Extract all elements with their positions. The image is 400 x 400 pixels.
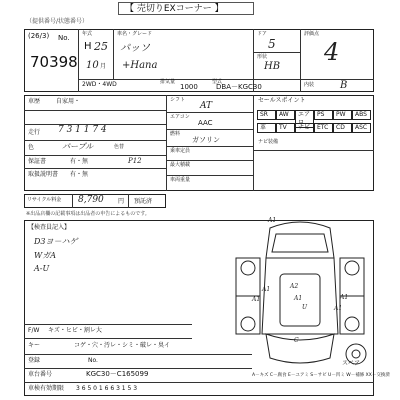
notice: ※出品店欄の記載事項は出品者の申告によるものです。	[26, 211, 150, 217]
note-line-3: A-U	[34, 264, 50, 273]
option-4: PW	[333, 110, 352, 120]
recycle-label: リサイクル料金	[27, 197, 62, 203]
month-unit: 月	[100, 63, 107, 70]
warranty: 有・無	[70, 158, 89, 165]
model-code: DBA－KGC30	[216, 83, 262, 91]
color-code: P12	[128, 157, 142, 165]
inspect: 3 6 5 0 1 6 6 3 1 5 3	[76, 385, 138, 392]
navi-label: ナビ装備	[258, 139, 279, 145]
model: パッソ	[120, 43, 150, 54]
mark-3: A1	[252, 296, 261, 303]
mark-4: A1	[340, 294, 349, 301]
bottom-reg-label: 登録	[28, 357, 41, 364]
recycle-amount: 8,790	[78, 195, 104, 205]
load-label: 最大積載	[170, 162, 191, 168]
vin-label: 車台番号	[28, 371, 53, 378]
grade: +Hana	[122, 60, 158, 71]
model-code-label: 型式	[212, 79, 223, 85]
legend: A－キズ C－腐食 E－ユアミ S－サビ U－凹ミ W－補修 XX－交換済	[252, 373, 390, 378]
lot-number: 70398	[30, 53, 78, 71]
fw-value: キズ・ヒビ・割レ大	[48, 327, 102, 334]
drive: 2WD・4WD	[82, 81, 117, 88]
option-7: TV	[276, 123, 295, 133]
manual-label: 取扱説明書	[28, 171, 59, 178]
mark-2: A1	[262, 286, 271, 293]
vin: KGC30－C165099	[86, 370, 149, 378]
option-1: AW	[276, 110, 295, 120]
shift-label: シフト	[170, 97, 186, 103]
subtitle: （提供番号/状態番号）	[26, 18, 89, 25]
fuel-label: 燃料	[170, 131, 181, 137]
fw-label: F/W	[28, 327, 40, 334]
interior: B	[340, 80, 348, 91]
banner	[118, 2, 254, 15]
mark-a2: A2	[290, 283, 299, 290]
note-line-1: D3ヨ－ハゲ	[34, 237, 78, 246]
option-5: ABS	[352, 110, 371, 120]
color-label: 色	[28, 144, 35, 151]
mark-u: U	[302, 304, 308, 311]
year: 25	[94, 40, 108, 53]
displacement: 1000	[180, 83, 198, 91]
option-3: PS	[314, 110, 333, 120]
name-label: 車名・グレード	[117, 31, 153, 37]
capacity-label: 乗車定員	[170, 148, 191, 154]
manual: 有・無	[70, 171, 89, 178]
wt-label: 車両重量	[170, 177, 191, 183]
option-6: 革	[257, 123, 276, 133]
venue: (26/3)	[28, 32, 50, 40]
warranty-label: 保証書	[28, 158, 47, 165]
cc-label: 排気量	[160, 79, 176, 85]
body-type: HB	[264, 61, 281, 72]
option-0: SR	[257, 110, 276, 120]
color-code-label: 色替	[114, 144, 125, 150]
mark-5: A1	[334, 305, 343, 312]
sales-title: セールスポイント	[258, 97, 306, 104]
ac: AAC	[198, 119, 213, 127]
year-label: 年式	[82, 31, 93, 37]
option-10: CD	[333, 123, 352, 133]
mark-a1-center: A1	[294, 295, 303, 302]
doors: 5	[268, 37, 276, 51]
score: 4	[324, 38, 340, 66]
keys-value: コゲ・穴・汚レ・シミ・破レ・臭イ	[74, 342, 171, 349]
shift: AT	[200, 101, 213, 111]
bottom-reg-value: No.	[88, 357, 98, 364]
recycle-status: 預託済	[134, 198, 153, 205]
option-8: ナビ	[295, 123, 314, 133]
type-label: 形状	[257, 54, 268, 60]
spare-label: スペア	[342, 360, 361, 367]
lot-no-label: No.	[58, 34, 70, 42]
note-line-2: WガA	[34, 251, 56, 260]
interior-label: 内装	[304, 82, 315, 88]
color: パープル	[62, 142, 94, 151]
recycle-unit: 円	[118, 198, 125, 205]
score-label: 評価点	[304, 31, 320, 37]
mark-1: A1	[268, 217, 277, 224]
reg-label: 車歴	[28, 98, 41, 105]
era: H	[84, 41, 92, 52]
month: 10	[86, 60, 99, 71]
notes-title: 【検査員記入】	[28, 224, 71, 231]
mileage-label: 走行	[28, 129, 41, 136]
fuel: ガソリン	[192, 136, 220, 144]
door-label: ドア	[257, 31, 267, 37]
mileage: 7 3 1 1 7 4	[58, 125, 107, 135]
mark-c: C	[294, 337, 299, 344]
ac-label: エアコン	[170, 114, 190, 120]
keys-label: キー	[28, 342, 41, 349]
banner-text: 【 売切りEXコーナー 】	[125, 4, 224, 14]
option-11: ASC	[352, 123, 371, 133]
car-diagram	[230, 218, 370, 368]
option-2: エアロ	[295, 110, 314, 128]
reg-value: 自家用・	[56, 98, 81, 105]
option-9: ETC	[314, 123, 333, 133]
inspect-label: 車検有効期限	[28, 385, 65, 392]
